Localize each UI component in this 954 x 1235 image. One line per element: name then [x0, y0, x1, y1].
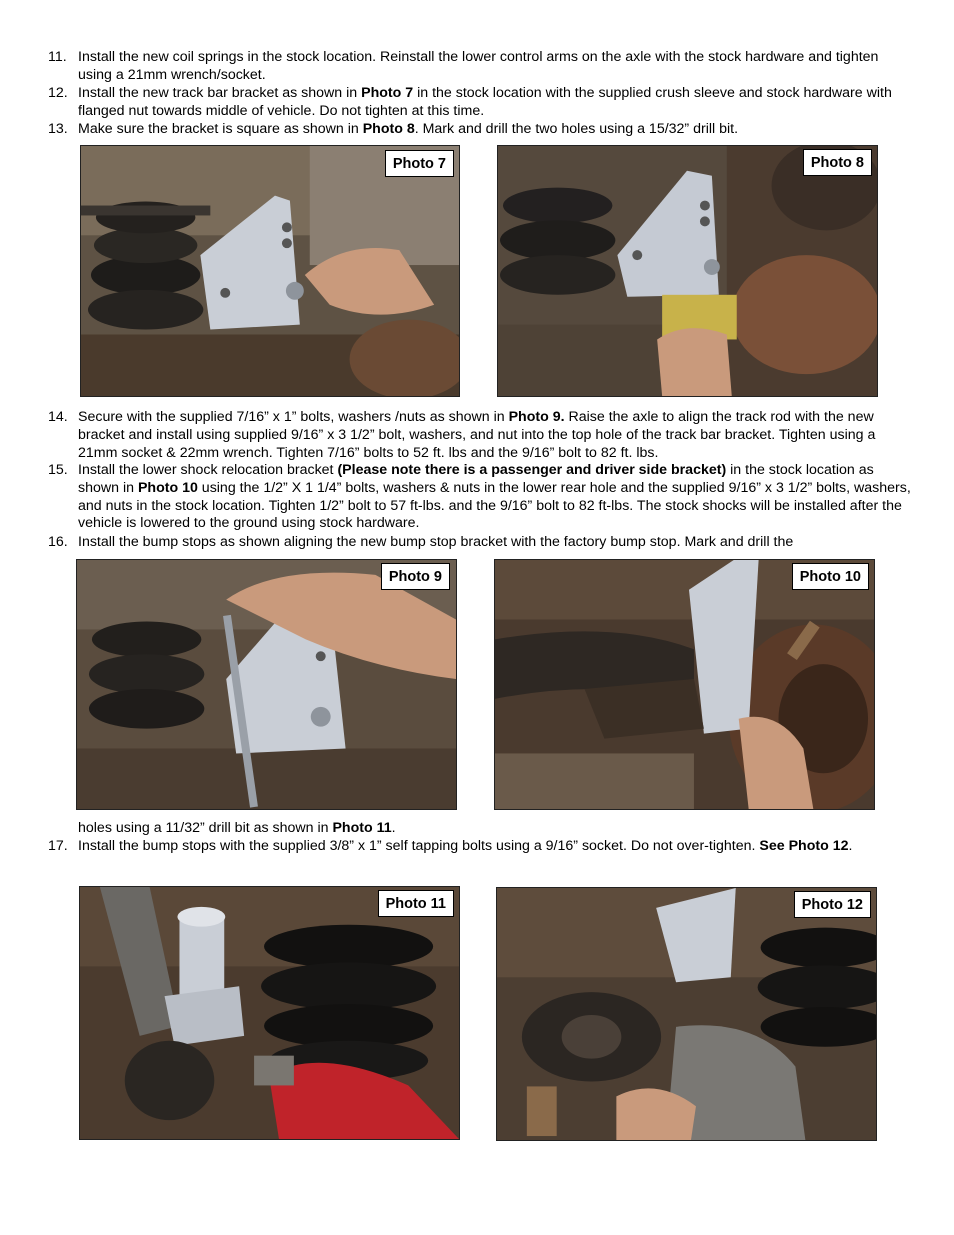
- step-number: 13.: [48, 121, 68, 137]
- step-number: 17.: [48, 838, 68, 854]
- step-text: Install the new track bar bracket as shown in Photo 7 in the stock location with the supplied crush sleeve and stock hardware with flanged nut towards middle of vehicle. Do not tighten at this time.: [78, 85, 892, 119]
- photo-12: [496, 887, 877, 1141]
- step-number: 12.: [48, 85, 68, 101]
- step-text: Install the lower shock relocation bracket (Please note there is a passenger and driver side bracket) in the stock location as shown in Photo 10 using the 1/2” X 1 1/4” bolts, washers & nuts in the lower rear hole and the supplied 9/16” x 3 1/2” bolts, washers, and nuts in the stock location. Tighten 1/2” bolt to 57 ft-lbs. and the 9/16” bolt to 82 ft-lbs. The stock shocks will be installed after the vehicle is lowered to the ground using stock hardware.: [78, 462, 911, 532]
- photo-label: Photo 7: [385, 150, 454, 177]
- step-text: Make sure the bracket is square as shown in Photo 8. Mark and drill the two holes using a 15/32” drill bit.: [78, 121, 739, 137]
- step-text: Install the bump stops as shown aligning the new bump stop bracket with the factory bump stop. Mark and drill the: [78, 534, 794, 550]
- step-number: 14.: [48, 409, 68, 425]
- photo-label: Photo 12: [794, 891, 871, 918]
- step-text: Install the new coil springs in the stock location. Reinstall the lower control arms on the axle with the stock hardware and tighten using a 21mm wrench/socket.: [78, 49, 879, 83]
- photo-7: [80, 145, 460, 397]
- step-text: Secure with the supplied 7/16” x 1” bolts, washers /nuts as shown in Photo 9. Raise the axle to align the track rod with the new bracket and install using supplied 9/16” x 3 1/2” bolt, washers, and nut into the top hole of the track bar bracket. Tighten using a 21mm socket & 22mm wrench. Tighten 7/16” bolts to 52 ft. lbs and the 9/16” bolt to 82 ft. lbs.: [78, 409, 876, 461]
- step-text: Install the bump stops with the supplied 3/8” x 1” self tapping bolts using a 9/16” socket. Do not over-tighten. See Photo 12.: [78, 838, 853, 854]
- photo-label: Photo 9: [381, 563, 450, 590]
- step-number: 15.: [48, 462, 68, 478]
- photo-10: [494, 559, 875, 810]
- step-number: 11.: [48, 49, 67, 65]
- photo-label: Photo 11: [378, 890, 454, 917]
- photo-9: [76, 559, 457, 810]
- photo-8: [497, 145, 878, 397]
- photo-label: Photo 8: [803, 149, 872, 176]
- photo-11: [79, 886, 460, 1140]
- step-16-continuation: holes using a 11/32” drill bit as shown in Photo 11.: [78, 820, 396, 836]
- photo-label: Photo 10: [792, 563, 869, 590]
- step-number: 16.: [48, 534, 68, 550]
